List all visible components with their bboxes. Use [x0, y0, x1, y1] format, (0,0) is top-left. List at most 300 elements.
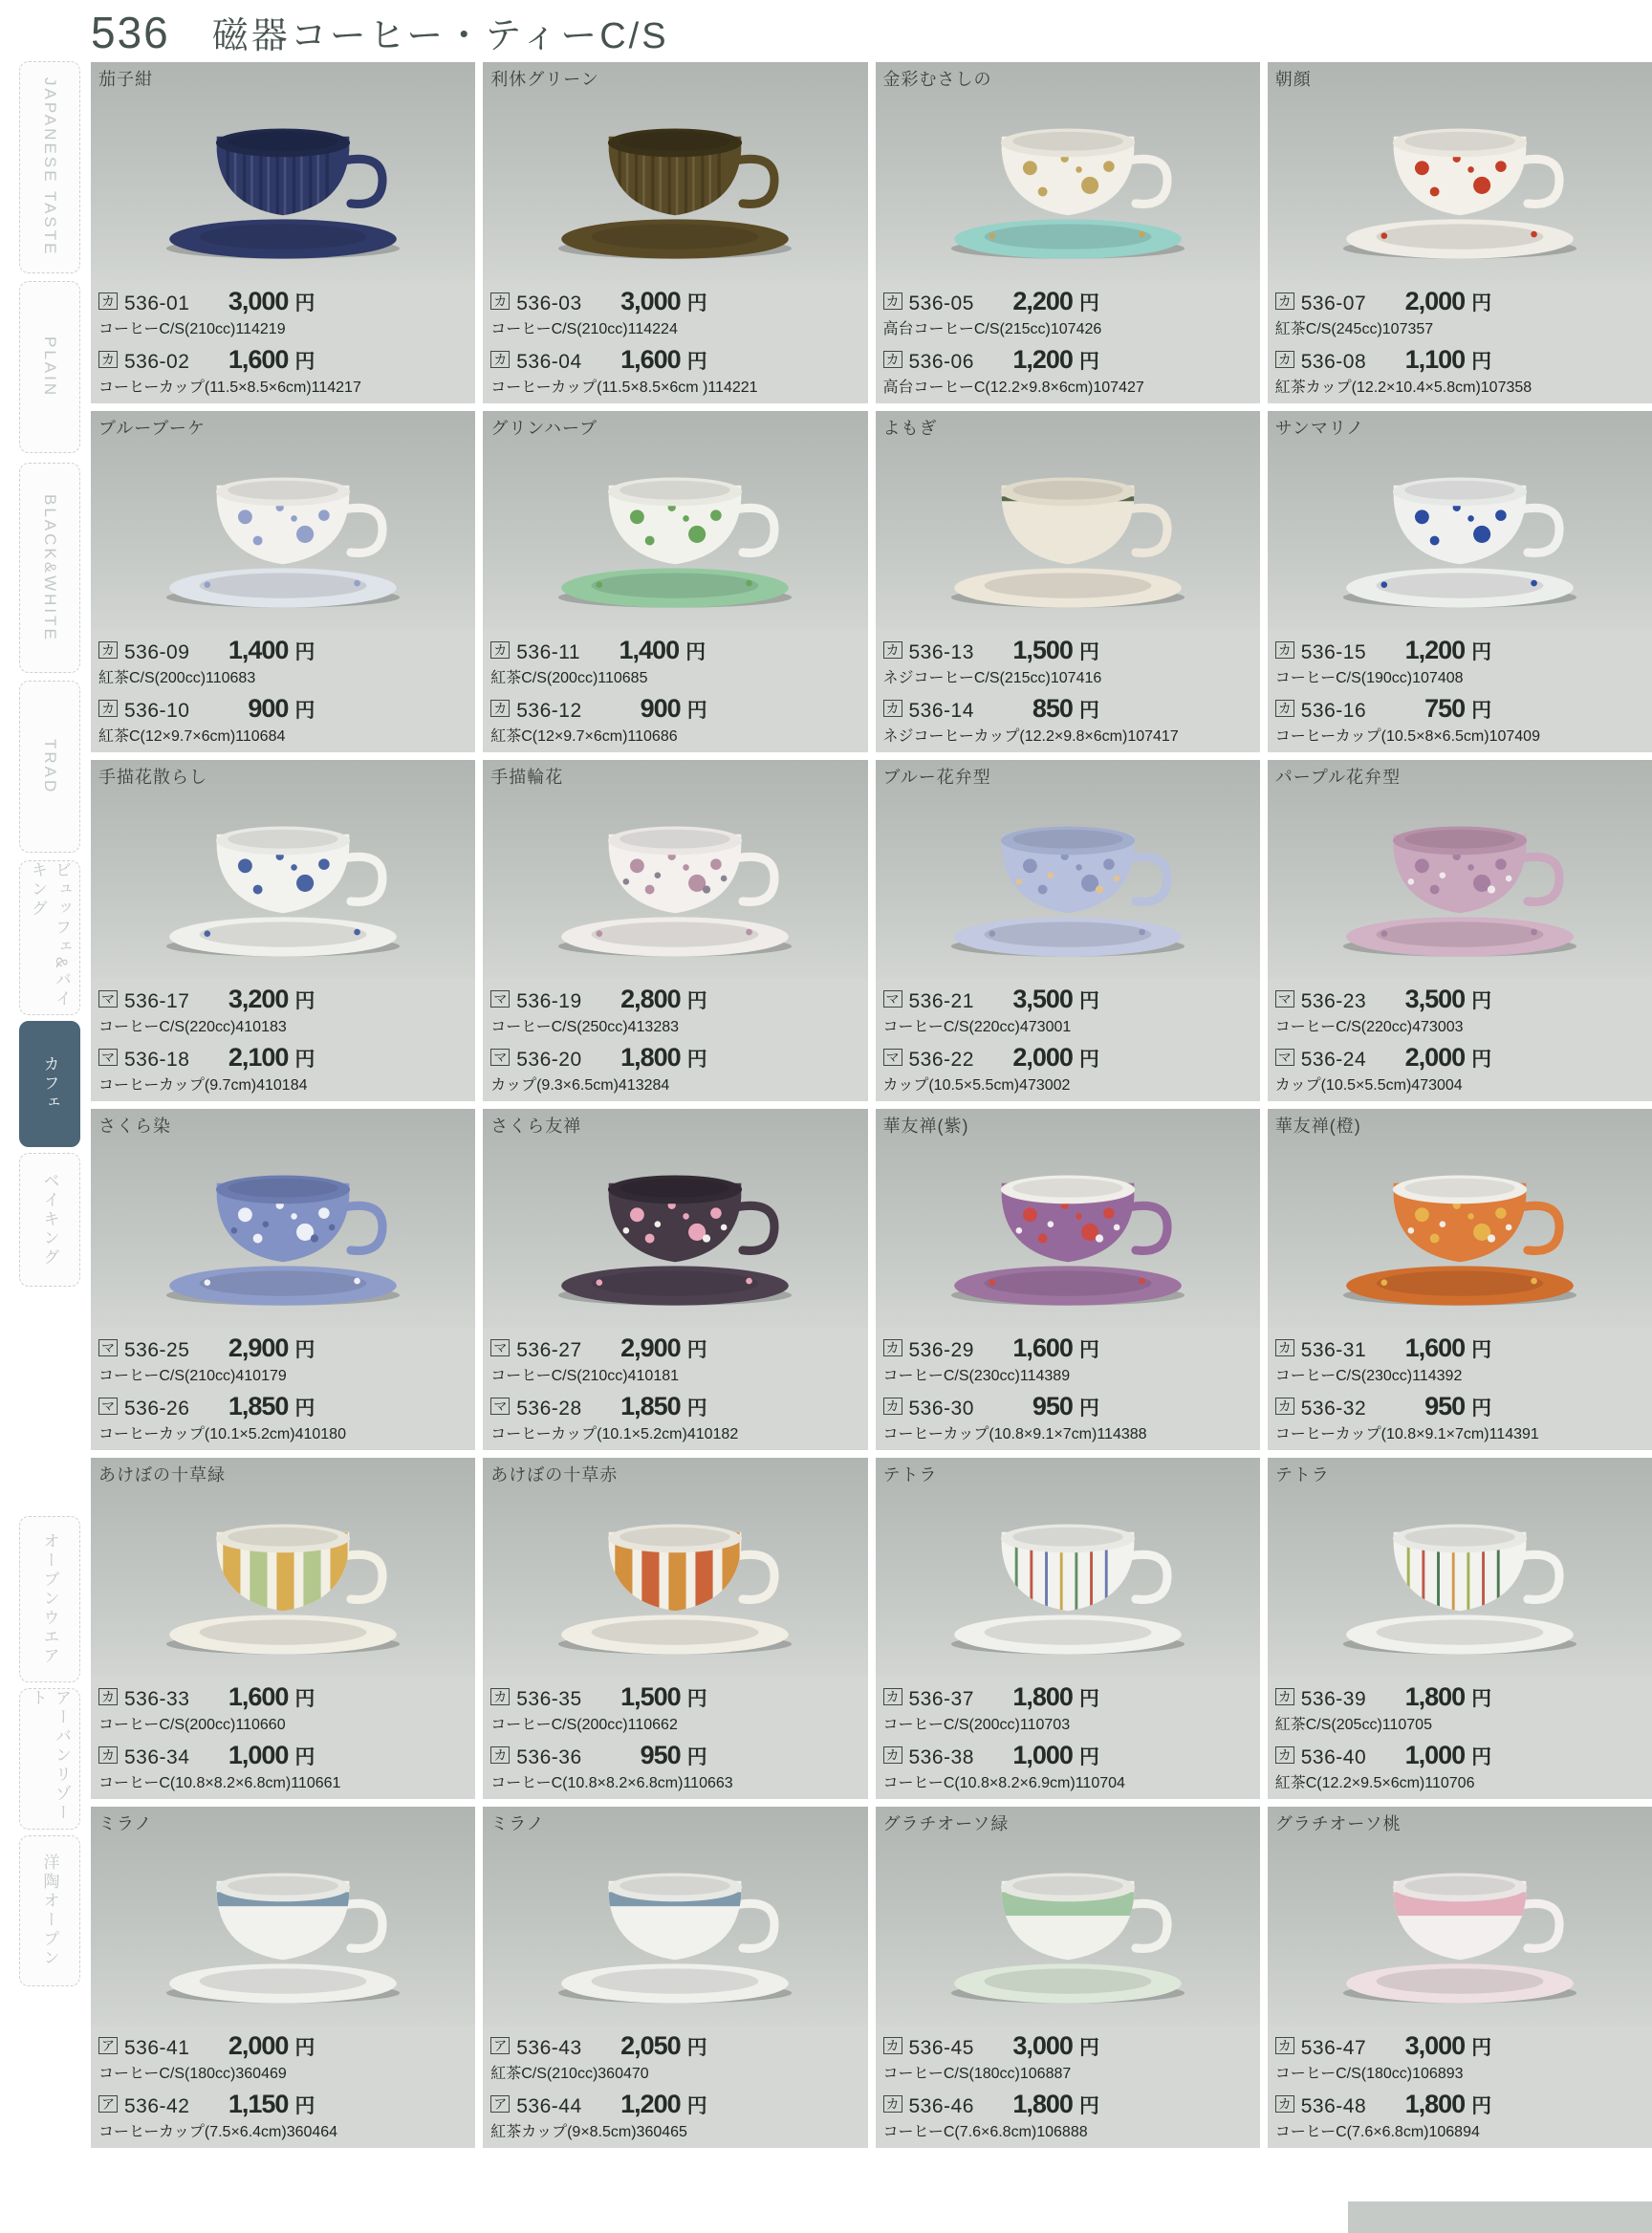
- sidebar-tab-label: カフェ: [40, 1055, 59, 1113]
- product-title: テトラ: [882, 1465, 938, 1485]
- product-code: 536-10: [124, 699, 190, 722]
- product-entry: [490, 1333, 859, 1385]
- price-unit: 円: [294, 350, 315, 373]
- product-info: [483, 1328, 867, 1450]
- cup-and-saucer-image: [1302, 1122, 1618, 1328]
- product-entry: [883, 1682, 1252, 1734]
- product-price: 2,900: [620, 1333, 681, 1362]
- page-header: [91, 6, 669, 58]
- cup-and-saucer-image: [1302, 773, 1618, 979]
- cup-and-saucer-image: [517, 76, 833, 281]
- sidebar-tab-label: アーバンリゾート: [29, 1689, 71, 1823]
- product-card: [1268, 1109, 1652, 1450]
- sidebar-tab-7[interactable]: [19, 1153, 80, 1287]
- product-info: [91, 2026, 475, 2148]
- product-title: グラチオーソ桃: [1274, 1814, 1402, 1833]
- catalog-prefix-badge: カ: [490, 1746, 510, 1764]
- product-title: よもぎ: [882, 419, 938, 438]
- product-info: [1268, 1328, 1652, 1450]
- product-entry: [98, 345, 467, 397]
- entry-code-price-line: [1275, 694, 1644, 723]
- product-price: 1,400: [228, 635, 289, 664]
- product-info: [91, 630, 475, 752]
- product-price: 1,850: [620, 1391, 681, 1420]
- entry-code-price-line: [98, 1392, 467, 1420]
- product-card: [1268, 411, 1652, 752]
- product-title: パープル花弁型: [1274, 768, 1402, 787]
- price-unit: 円: [686, 2094, 707, 2117]
- product-desc: 紅茶カップ(12.2×10.4×5.8cm)107358: [1274, 379, 1532, 396]
- product-card: [876, 411, 1260, 752]
- product-price: 2,800: [620, 984, 681, 1013]
- sidebar-tab-label: ビュッフェ&バイキング: [29, 861, 71, 1009]
- product-title: さくら染: [98, 1116, 171, 1136]
- product-info: [876, 1677, 1260, 1799]
- product-card: [876, 1807, 1260, 2148]
- price-unit: 円: [685, 640, 706, 663]
- product-code: 536-12: [516, 699, 582, 722]
- catalog-prefix-badge: カ: [883, 1398, 902, 1415]
- product-title: さくら友禅: [490, 1116, 582, 1136]
- entry-code-price-line: [490, 1043, 859, 1072]
- catalog-prefix-badge: カ: [883, 1688, 902, 1705]
- catalog-prefix-badge: ア: [98, 2095, 118, 2113]
- product-price: 3,200: [228, 984, 289, 1013]
- product-photo-area: [91, 760, 475, 979]
- product-price: 950: [1032, 1391, 1073, 1420]
- product-price: 750: [1424, 693, 1466, 723]
- entry-code-price-line: [1275, 985, 1644, 1013]
- sidebar-tab-9[interactable]: [19, 1688, 80, 1830]
- cup-and-saucer-image: [910, 1122, 1226, 1328]
- entry-code-price-line: [98, 2090, 467, 2118]
- product-photo-area: [876, 1109, 1260, 1328]
- entry-code-price-line: [1275, 345, 1644, 374]
- product-desc: コーヒーカップ(10.1×5.2cm)410182: [490, 1426, 739, 1442]
- product-price: 2,000: [1404, 286, 1466, 315]
- cup-and-saucer-image: [517, 1122, 833, 1328]
- price-unit: 円: [1471, 699, 1492, 722]
- product-price: 3,000: [1012, 2030, 1073, 2060]
- product-entry: [883, 345, 1252, 397]
- product-code: 536-29: [908, 1338, 974, 1361]
- product-entry: [1275, 1741, 1644, 1792]
- sidebar-tab-2[interactable]: [19, 281, 80, 453]
- product-desc: コーヒーC/S(200cc)110703: [882, 1716, 1071, 1733]
- catalog-prefix-badge: マ: [490, 990, 510, 1008]
- product-code: 536-25: [124, 1338, 190, 1361]
- product-code: 536-43: [516, 2036, 582, 2059]
- product-entry: [490, 1043, 859, 1095]
- product-desc: カップ(10.5×5.5cm)473002: [882, 1077, 1071, 1094]
- sidebar-tab-label: PLAIN: [41, 336, 59, 399]
- entry-code-price-line: [490, 1333, 859, 1362]
- product-card: [876, 1458, 1260, 1799]
- product-card: [876, 760, 1260, 1101]
- catalog-prefix-badge: カ: [883, 1746, 902, 1764]
- product-photo-area: [91, 1109, 475, 1328]
- catalog-prefix-badge: カ: [490, 293, 510, 310]
- product-code: 536-19: [516, 989, 582, 1012]
- product-price: 1,200: [620, 2089, 681, 2118]
- product-title: ブルー花弁型: [882, 768, 991, 787]
- product-price: 950: [640, 1740, 681, 1769]
- product-photo-area: [876, 1807, 1260, 2026]
- product-entry: [490, 985, 859, 1036]
- product-info: [876, 281, 1260, 403]
- product-desc: 紅茶C/S(200cc)110683: [98, 669, 256, 686]
- price-unit: 円: [1078, 2094, 1099, 2117]
- product-photo-area: [483, 62, 867, 281]
- product-price: 1,800: [1404, 2089, 1466, 2118]
- cup-and-saucer-image: [1302, 1820, 1618, 2026]
- cup-and-saucer-image: [1302, 1471, 1618, 1677]
- sidebar-tab-label: TRAD: [41, 738, 59, 795]
- product-code: 536-30: [908, 1397, 974, 1420]
- product-code: 536-03: [516, 292, 582, 314]
- product-code: 536-21: [908, 989, 974, 1012]
- price-unit: 円: [686, 1745, 707, 1768]
- product-code: 536-41: [124, 2036, 190, 2059]
- entry-code-price-line: [490, 287, 859, 315]
- sidebar-tab-label: JAPANESE TASTE: [41, 77, 59, 257]
- cup-and-saucer-image: [125, 1122, 441, 1328]
- price-unit: 円: [1078, 640, 1099, 663]
- product-price: 1,850: [228, 1391, 289, 1420]
- product-code: 536-33: [124, 1687, 190, 1710]
- product-card: [91, 1807, 475, 2148]
- product-photo-area: [483, 1807, 867, 2026]
- product-title: テトラ: [1274, 1465, 1330, 1485]
- price-unit: 円: [294, 2094, 315, 2117]
- price-unit: 円: [294, 989, 315, 1012]
- product-entry: [490, 1741, 859, 1792]
- cup-and-saucer-image: [125, 424, 441, 630]
- entry-code-price-line: [883, 985, 1252, 1013]
- product-desc: ネジコーヒーカップ(12.2×9.8×6cm)107417: [882, 728, 1179, 745]
- product-code: 536-34: [124, 1745, 190, 1768]
- catalog-prefix-badge: カ: [1275, 1688, 1294, 1705]
- entry-code-price-line: [490, 636, 859, 664]
- sidebar-tab-3[interactable]: [19, 463, 80, 673]
- product-entry: [98, 985, 467, 1036]
- product-photo-area: [483, 411, 867, 630]
- product-code: 536-26: [124, 1397, 190, 1420]
- product-title: 華友禅(橙): [1274, 1116, 1361, 1136]
- product-card: [91, 411, 475, 752]
- sidebar-tab-6[interactable]: [19, 1021, 80, 1147]
- product-desc: コーヒーC(10.8×8.2×6.8cm)110661: [98, 1775, 341, 1791]
- product-desc: コーヒーC(10.8×8.2×6.9cm)110704: [882, 1775, 1125, 1791]
- product-desc: 紅茶C/S(200cc)110685: [490, 669, 648, 686]
- product-photo-area: [876, 411, 1260, 630]
- product-entry: [1275, 985, 1644, 1036]
- price-unit: 円: [294, 640, 315, 663]
- product-code: 536-47: [1300, 2036, 1367, 2059]
- product-code: 536-20: [516, 1048, 582, 1071]
- product-card: [483, 1458, 867, 1799]
- product-entry: [1275, 2090, 1644, 2141]
- product-title: 華友禅(紫): [882, 1116, 969, 1136]
- price-unit: 円: [294, 1397, 315, 1420]
- product-price: 1,000: [1012, 1740, 1073, 1769]
- product-entry: [490, 1392, 859, 1443]
- price-unit: 円: [294, 1745, 315, 1768]
- cup-and-saucer-image: [910, 424, 1226, 630]
- product-desc: 紅茶C/S(245cc)107357: [1274, 320, 1434, 337]
- product-photo-area: [876, 1458, 1260, 1677]
- product-entry: [883, 1392, 1252, 1443]
- sidebar-tab-8[interactable]: [19, 1516, 80, 1682]
- catalog-prefix-badge: カ: [98, 293, 118, 310]
- product-desc: コーヒーC(10.8×8.2×6.8cm)110663: [490, 1775, 733, 1791]
- product-photo-area: [91, 411, 475, 630]
- product-desc: コーヒーC/S(220cc)473003: [1274, 1018, 1464, 1035]
- price-unit: 円: [686, 1397, 707, 1420]
- product-info: [483, 2026, 867, 2148]
- product-desc: コーヒーC/S(180cc)360469: [98, 2065, 287, 2082]
- entry-code-price-line: [883, 1333, 1252, 1362]
- entry-code-price-line: [490, 985, 859, 1013]
- catalog-prefix-badge: マ: [98, 1398, 118, 1415]
- catalog-prefix-badge: ア: [98, 2037, 118, 2054]
- product-desc: コーヒーC/S(220cc)410183: [98, 1018, 287, 1035]
- product-entry: [883, 1043, 1252, 1095]
- price-unit: 円: [686, 2036, 707, 2059]
- product-desc: 高台コーヒーC(12.2×9.8×6cm)107427: [882, 379, 1144, 396]
- product-code: 536-13: [908, 640, 974, 663]
- entry-code-price-line: [1275, 1333, 1644, 1362]
- product-title: 手描花散らし: [98, 768, 207, 787]
- product-info: [876, 1328, 1260, 1450]
- product-code: 536-28: [516, 1397, 582, 1420]
- product-code: 536-05: [908, 292, 974, 314]
- page-number: 536: [91, 8, 170, 57]
- price-unit: 円: [294, 2036, 315, 2059]
- cup-and-saucer-image: [517, 1820, 833, 2026]
- sidebar-tab-10[interactable]: [19, 1835, 80, 1986]
- product-price: 1,150: [228, 2089, 289, 2118]
- product-entry: [98, 287, 467, 338]
- product-price: 2,200: [1012, 286, 1073, 315]
- catalog-prefix-badge: マ: [490, 1049, 510, 1066]
- entry-code-price-line: [98, 694, 467, 723]
- product-entry: [883, 636, 1252, 687]
- product-price: 1,800: [1012, 1681, 1073, 1711]
- entry-code-price-line: [98, 287, 467, 315]
- product-title: 手描輪花: [490, 768, 564, 787]
- catalog-prefix-badge: カ: [1275, 2095, 1294, 2113]
- product-code: 536-39: [1300, 1687, 1367, 1710]
- product-entry: [1275, 2031, 1644, 2083]
- product-info: [483, 630, 867, 752]
- bottom-right-strip: [1348, 2201, 1652, 2233]
- entry-code-price-line: [490, 2031, 859, 2060]
- product-card: [483, 1807, 867, 2148]
- catalog-prefix-badge: カ: [883, 2095, 902, 2113]
- entry-code-price-line: [883, 694, 1252, 723]
- price-unit: 円: [686, 1048, 707, 1071]
- product-price: 2,000: [228, 2030, 289, 2060]
- sidebar: [0, 0, 91, 2233]
- product-price: 3,000: [620, 286, 681, 315]
- entry-code-price-line: [883, 636, 1252, 664]
- product-code: 536-31: [1300, 1338, 1367, 1361]
- cup-and-saucer-image: [910, 76, 1226, 281]
- product-info: [1268, 2026, 1652, 2148]
- product-title: あけぼの十草赤: [490, 1465, 619, 1485]
- product-entry: [98, 1682, 467, 1734]
- product-title: 茄子紺: [98, 70, 153, 89]
- cup-and-saucer-image: [517, 1471, 833, 1677]
- entry-code-price-line: [883, 2031, 1252, 2060]
- product-entry: [1275, 1682, 1644, 1734]
- product-desc: コーヒーC/S(200cc)110660: [98, 1716, 286, 1733]
- price-unit: 円: [686, 350, 707, 373]
- cup-and-saucer-image: [910, 1471, 1226, 1677]
- catalog-prefix-badge: マ: [490, 1398, 510, 1415]
- catalog-prefix-badge: マ: [1275, 1049, 1294, 1066]
- product-code: 536-17: [124, 989, 190, 1012]
- product-photo-area: [1268, 1109, 1652, 1328]
- catalog-prefix-badge: カ: [1275, 1339, 1294, 1356]
- price-unit: 円: [1078, 1338, 1099, 1361]
- product-entry: [1275, 694, 1644, 746]
- product-card: [876, 1109, 1260, 1450]
- product-card: [876, 62, 1260, 403]
- product-info: [1268, 979, 1652, 1101]
- product-entry: [883, 1333, 1252, 1385]
- catalog-prefix-badge: カ: [98, 1746, 118, 1764]
- catalog-prefix-badge: カ: [883, 2037, 902, 2054]
- entry-code-price-line: [1275, 1043, 1644, 1072]
- product-card: [91, 1109, 475, 1450]
- catalog-prefix-badge: カ: [1275, 641, 1294, 659]
- product-price: 1,500: [1012, 635, 1073, 664]
- catalog-prefix-badge: マ: [883, 1049, 902, 1066]
- product-desc: 紅茶C(12.2×9.5×6cm)110706: [1274, 1775, 1475, 1791]
- product-price: 2,100: [228, 1042, 289, 1072]
- product-desc: コーヒーC/S(180cc)106893: [1274, 2065, 1464, 2082]
- price-unit: 円: [1471, 350, 1492, 373]
- product-info: [483, 979, 867, 1101]
- price-unit: 円: [294, 1338, 315, 1361]
- product-code: 536-48: [1300, 2094, 1367, 2117]
- entry-code-price-line: [98, 636, 467, 664]
- entry-code-price-line: [98, 2031, 467, 2060]
- product-info: [483, 281, 867, 403]
- product-entry: [883, 694, 1252, 746]
- price-unit: 円: [1471, 2094, 1492, 2117]
- product-desc: コーヒーカップ(10.5×8×6.5cm)107409: [1274, 728, 1540, 745]
- price-unit: 円: [294, 292, 315, 314]
- product-price: 1,600: [620, 344, 681, 374]
- entry-code-price-line: [490, 2090, 859, 2118]
- product-desc: コーヒーカップ(7.5×6.4cm)360464: [98, 2124, 338, 2140]
- product-price: 900: [640, 693, 681, 723]
- product-desc: コーヒーカップ(9.7cm)410184: [98, 1077, 308, 1094]
- page-title: 磁器コーヒー・ティーC/S: [211, 16, 669, 56]
- product-photo-area: [91, 1458, 475, 1677]
- product-entry: [490, 636, 859, 687]
- product-entry: [98, 2090, 467, 2141]
- product-price: 2,000: [1012, 1042, 1073, 1072]
- catalog-prefix-badge: マ: [98, 990, 118, 1008]
- catalog-prefix-badge: カ: [883, 641, 902, 659]
- entry-code-price-line: [1275, 1392, 1644, 1420]
- product-code: 536-35: [516, 1687, 582, 1710]
- catalog-prefix-badge: カ: [883, 351, 902, 368]
- product-info: [483, 1677, 867, 1799]
- product-price: 1,600: [228, 344, 289, 374]
- product-desc: ネジコーヒーC/S(215cc)107416: [882, 669, 1102, 686]
- product-price: 1,600: [228, 1681, 289, 1711]
- product-price: 1,400: [619, 635, 680, 664]
- sidebar-tab-1[interactable]: [19, 61, 80, 273]
- sidebar-tab-5[interactable]: [19, 860, 80, 1015]
- product-price: 3,000: [228, 286, 289, 315]
- catalog-prefix-badge: カ: [490, 1688, 510, 1705]
- price-unit: 円: [1078, 699, 1099, 722]
- product-price: 2,900: [228, 1333, 289, 1362]
- product-photo-area: [1268, 411, 1652, 630]
- entry-code-price-line: [883, 345, 1252, 374]
- price-unit: 円: [686, 989, 707, 1012]
- product-desc: コーヒーC/S(210cc)114224: [490, 320, 678, 337]
- product-desc: コーヒーカップ(10.1×5.2cm)410180: [98, 1426, 346, 1442]
- product-code: 536-40: [1300, 1745, 1367, 1768]
- product-entry: [490, 2090, 859, 2141]
- product-code: 536-22: [908, 1048, 974, 1071]
- product-card: [91, 62, 475, 403]
- product-card: [483, 411, 867, 752]
- product-code: 536-07: [1300, 292, 1367, 314]
- product-code: 536-36: [516, 1745, 582, 1768]
- catalog-prefix-badge: カ: [1275, 293, 1294, 310]
- entry-code-price-line: [98, 1333, 467, 1362]
- product-entry: [98, 636, 467, 687]
- entry-code-price-line: [883, 2090, 1252, 2118]
- product-title: ブルーブーケ: [98, 419, 206, 438]
- product-info: [876, 630, 1260, 752]
- catalog-prefix-badge: カ: [1275, 1746, 1294, 1764]
- product-card: [91, 760, 475, 1101]
- entry-code-price-line: [98, 1741, 467, 1769]
- sidebar-tab-4[interactable]: [19, 681, 80, 853]
- entry-code-price-line: [883, 287, 1252, 315]
- cup-and-saucer-image: [125, 1820, 441, 2026]
- product-code: 536-08: [1300, 350, 1367, 373]
- price-unit: 円: [1078, 2036, 1099, 2059]
- product-desc: コーヒーC/S(200cc)110662: [490, 1716, 678, 1733]
- product-photo-area: [483, 760, 867, 979]
- price-unit: 円: [1471, 989, 1492, 1012]
- product-price: 950: [1424, 1391, 1466, 1420]
- price-unit: 円: [1078, 292, 1099, 314]
- product-title: 金彩むさしの: [882, 70, 992, 89]
- product-code: 536-44: [516, 2094, 582, 2117]
- product-desc: コーヒーC/S(220cc)473001: [882, 1018, 1072, 1035]
- product-title: グラチオーソ緑: [882, 1814, 1010, 1833]
- product-code: 536-14: [908, 699, 974, 722]
- product-code: 536-46: [908, 2094, 974, 2117]
- product-info: [91, 1677, 475, 1799]
- entry-code-price-line: [490, 1392, 859, 1420]
- product-entry: [490, 2031, 859, 2083]
- product-price: 3,500: [1404, 984, 1466, 1013]
- entry-code-price-line: [490, 1741, 859, 1769]
- product-code: 536-23: [1300, 989, 1367, 1012]
